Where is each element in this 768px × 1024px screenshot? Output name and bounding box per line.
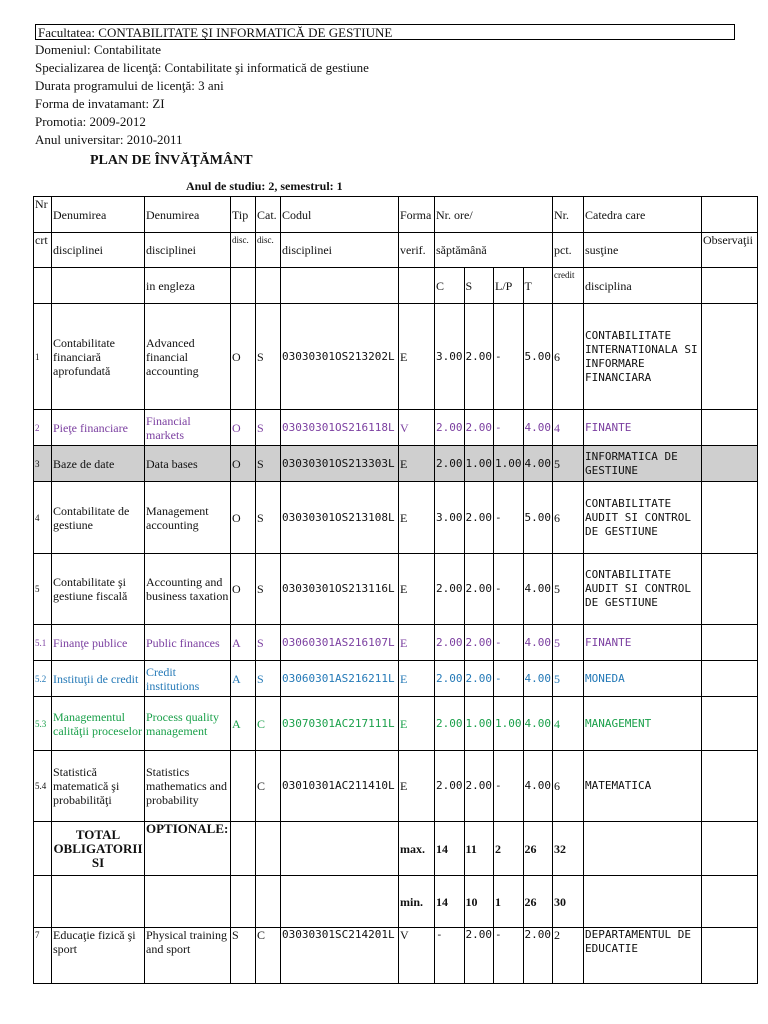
- verification-form: V: [399, 928, 435, 984]
- faculty-header: Facultatea: CONTABILITATE ŞI INFORMATICĂ DE GESTIUNE: [35, 24, 735, 40]
- header-row-3: [34, 268, 758, 304]
- header-cell: [702, 268, 758, 304]
- verification-form: E: [399, 661, 435, 697]
- discipline-name: Educaţie fizică şi sport: [52, 928, 145, 984]
- discipline-type: A: [231, 697, 256, 751]
- discipline-name: Instituţii de credit: [52, 661, 145, 697]
- observations: [702, 697, 758, 751]
- discipline-name: Statistică matematică şi probabilităţi: [52, 751, 145, 822]
- header-cell: S: [464, 268, 494, 304]
- header-cell: Codul: [281, 197, 399, 233]
- header-cell: Catedra care: [584, 197, 702, 233]
- header-cell: in engleza: [145, 268, 231, 304]
- discipline-category: S: [256, 625, 281, 661]
- department: FINANTE: [584, 625, 702, 661]
- discipline-code: 03010301AC211410L: [281, 751, 399, 822]
- discipline-code: 03030301OS213108L: [281, 482, 399, 554]
- hours-s: 1.00: [464, 697, 494, 751]
- verification-form: min.: [399, 876, 435, 928]
- hours-s: 2.00: [464, 661, 494, 697]
- hours-c: 2.00: [435, 410, 465, 446]
- observations: [702, 446, 758, 482]
- hours-lp: -: [494, 751, 524, 822]
- header-cell: Observaţii: [702, 233, 758, 268]
- discipline-category: S: [256, 446, 281, 482]
- hours-c: 2.00: [435, 751, 465, 822]
- department: MATEMATICA: [584, 751, 702, 822]
- study-year-title: Anul de studiu: 2, semestrul: 1: [186, 179, 343, 193]
- hours-total: 4.00: [523, 751, 553, 822]
- discipline-name-en: Accounting and business taxation: [145, 554, 231, 625]
- hours-total: 4.00: [523, 446, 553, 482]
- header-cell: disc.: [231, 233, 256, 268]
- credit-points: 5: [553, 446, 584, 482]
- header-cell: Nr: [34, 197, 52, 233]
- header-cell: disciplina: [584, 268, 702, 304]
- hours-total: 5.00: [523, 304, 553, 410]
- discipline-category: S: [256, 410, 281, 446]
- header-cell: [52, 268, 145, 304]
- discipline-type: O: [231, 446, 256, 482]
- discipline-code: 03070301AC217111L: [281, 697, 399, 751]
- promotion-line: Promotia: 2009-2012: [35, 114, 146, 129]
- discipline-type: O: [231, 482, 256, 554]
- discipline-code: [281, 876, 399, 928]
- credit-points: 5: [553, 625, 584, 661]
- hours-c: -: [435, 928, 465, 984]
- discipline-name: Contabilitate de gestiune: [52, 482, 145, 554]
- discipline-code: 03060301AS216107L: [281, 625, 399, 661]
- discipline-category: [256, 876, 281, 928]
- credit-points: 6: [553, 751, 584, 822]
- observations: [702, 410, 758, 446]
- department: CONTABILITATE AUDIT SI CONTROL DE GESTIUNE: [584, 554, 702, 625]
- header-cell: [281, 268, 399, 304]
- curriculum-table: [33, 196, 758, 984]
- discipline-code: 03060301AS216211L: [281, 661, 399, 697]
- credit-points: 6: [553, 304, 584, 410]
- discipline-category: S: [256, 554, 281, 625]
- table-row: [34, 697, 758, 751]
- discipline-name: Finanţe publice: [52, 625, 145, 661]
- discipline-name: Pieţe financiare: [52, 410, 145, 446]
- header-cell: Cat.: [256, 197, 281, 233]
- hours-lp: -: [494, 661, 524, 697]
- header-cell: C: [435, 268, 465, 304]
- hours-lp: 2: [494, 822, 524, 876]
- header-cell: credit: [553, 268, 584, 304]
- discipline-code: 03030301OS213116L: [281, 554, 399, 625]
- table-row: [34, 446, 758, 482]
- header-row-2: [34, 233, 758, 268]
- hours-c: 2.00: [435, 661, 465, 697]
- discipline-category: S: [256, 482, 281, 554]
- observations: [702, 661, 758, 697]
- header-cell: săptămână: [435, 233, 553, 268]
- header-cell: Forma: [399, 197, 435, 233]
- hours-total: 4.00: [523, 697, 553, 751]
- header-cell: crt: [34, 233, 52, 268]
- hours-c: 3.00: [435, 482, 465, 554]
- hours-c: 2.00: [435, 625, 465, 661]
- discipline-category: C: [256, 928, 281, 984]
- verification-form: E: [399, 304, 435, 410]
- hours-s: 2.00: [464, 928, 494, 984]
- header-cell: Denumirea: [52, 197, 145, 233]
- totals-max-row: [34, 822, 758, 876]
- discipline-code: 03030301OS213202L: [281, 304, 399, 410]
- discipline-type: A: [231, 625, 256, 661]
- totals-label-en: [145, 876, 231, 928]
- header-cell: Nr.: [553, 197, 584, 233]
- department: MONEDA: [584, 661, 702, 697]
- totals-label-en: OPTIONALE:: [145, 822, 231, 876]
- credit-points: 5: [553, 661, 584, 697]
- duration-line: Durata programului de licenţă: 3 ani: [35, 78, 224, 93]
- row-number: 5.3: [34, 697, 52, 751]
- credit-points: 5: [553, 554, 584, 625]
- hours-c: 14: [435, 876, 465, 928]
- header-cell: susţine: [584, 233, 702, 268]
- hours-c: 2.00: [435, 554, 465, 625]
- header-row-1: [34, 197, 758, 233]
- row-number: 5.2: [34, 661, 52, 697]
- hours-total: 26: [523, 876, 553, 928]
- row-number: 4: [34, 482, 52, 554]
- discipline-category: C: [256, 697, 281, 751]
- hours-s: 10: [464, 876, 494, 928]
- header-cell: pct.: [553, 233, 584, 268]
- row-number: 5: [34, 554, 52, 625]
- hours-total: 4.00: [523, 661, 553, 697]
- header-cell: Tip: [231, 197, 256, 233]
- observations: [702, 822, 758, 876]
- table-row: [34, 751, 758, 822]
- header-cell: disciplinei: [281, 233, 399, 268]
- verification-form: max.: [399, 822, 435, 876]
- hours-c: 14: [435, 822, 465, 876]
- hours-total: 26: [523, 822, 553, 876]
- discipline-category: [256, 822, 281, 876]
- header-cell: [231, 268, 256, 304]
- specialization-line: Specializarea de licenţă: Contabilitate şi informatică de gestiune: [35, 60, 369, 75]
- department: FINANTE: [584, 410, 702, 446]
- hours-total: 5.00: [523, 482, 553, 554]
- department: DEPARTAMENTUL DE EDUCATIE: [584, 928, 702, 984]
- hours-total: 4.00: [523, 410, 553, 446]
- header-cell: [34, 268, 52, 304]
- observations: [702, 482, 758, 554]
- hours-s: 2.00: [464, 751, 494, 822]
- discipline-type: O: [231, 304, 256, 410]
- verification-form: E: [399, 697, 435, 751]
- observations: [702, 751, 758, 822]
- discipline-name-en: Public finances: [145, 625, 231, 661]
- hours-c: 2.00: [435, 697, 465, 751]
- discipline-category: S: [256, 304, 281, 410]
- verification-form: E: [399, 751, 435, 822]
- observations: [702, 304, 758, 410]
- row-number: 3: [34, 446, 52, 482]
- discipline-name-en: Physical training and sport: [145, 928, 231, 984]
- discipline-name: Baze de date: [52, 446, 145, 482]
- row-number: 7: [34, 928, 52, 984]
- table-row: [34, 410, 758, 446]
- table-row: [34, 554, 758, 625]
- row-number: 1: [34, 304, 52, 410]
- row-number: 5.1: [34, 625, 52, 661]
- hours-s: 2.00: [464, 554, 494, 625]
- row-number: [34, 822, 52, 876]
- hours-s: 2.00: [464, 410, 494, 446]
- discipline-type: [231, 751, 256, 822]
- discipline-code: 03030301OS216118L: [281, 410, 399, 446]
- discipline-name-en: Management accounting: [145, 482, 231, 554]
- verification-form: E: [399, 446, 435, 482]
- credit-points: 30: [553, 876, 584, 928]
- hours-lp: -: [494, 625, 524, 661]
- discipline-name-en: Statistics mathematics and probability: [145, 751, 231, 822]
- observations: [702, 554, 758, 625]
- row-number: 5.4: [34, 751, 52, 822]
- hours-s: 1.00: [464, 446, 494, 482]
- verification-form: E: [399, 625, 435, 661]
- observations: [702, 928, 758, 984]
- hours-c: 2.00: [435, 446, 465, 482]
- form-line: Forma de invatamant: ZI: [35, 96, 165, 111]
- totals-label: TOTAL OBLIGATORII SI: [52, 822, 145, 876]
- hours-lp: 1.00: [494, 446, 524, 482]
- row-number: [34, 876, 52, 928]
- header-cell: disciplinei: [52, 233, 145, 268]
- credit-points: 4: [553, 697, 584, 751]
- discipline-type: [231, 876, 256, 928]
- department: CONTABILITATE INTERNATIONALA SI INFORMARE FINANCIARA: [584, 304, 702, 410]
- discipline-code: [281, 822, 399, 876]
- header-cell: T: [523, 268, 553, 304]
- discipline-name-en: Advanced financial accounting: [145, 304, 231, 410]
- observations: [702, 625, 758, 661]
- header-cell: [256, 268, 281, 304]
- hours-lp: 1.00: [494, 697, 524, 751]
- hours-c: 3.00: [435, 304, 465, 410]
- hours-total: 2.00: [523, 928, 553, 984]
- hours-lp: 1: [494, 876, 524, 928]
- table-row: [34, 661, 758, 697]
- discipline-name: Managementul calităţii proceselor: [52, 697, 145, 751]
- header-cell: [702, 197, 758, 233]
- hours-total: 4.00: [523, 554, 553, 625]
- credit-points: 6: [553, 482, 584, 554]
- discipline-name-en: Financial markets: [145, 410, 231, 446]
- table-row: [34, 482, 758, 554]
- hours-total: 4.00: [523, 625, 553, 661]
- discipline-code: 03030301OS213303L: [281, 446, 399, 482]
- verification-form: E: [399, 554, 435, 625]
- hours-lp: -: [494, 482, 524, 554]
- department: MANAGEMENT: [584, 697, 702, 751]
- hours-s: 2.00: [464, 304, 494, 410]
- discipline-code: 03030301SC214201L: [281, 928, 399, 984]
- hours-s: 2.00: [464, 625, 494, 661]
- header-cell: verif.: [399, 233, 435, 268]
- discipline-type: S: [231, 928, 256, 984]
- header-cell: Denumirea: [145, 197, 231, 233]
- hours-s: 2.00: [464, 482, 494, 554]
- table-row: [34, 928, 758, 984]
- table-row: [34, 304, 758, 410]
- department: INFORMATICA DE GESTIUNE: [584, 446, 702, 482]
- discipline-name-en: Credit institutions: [145, 661, 231, 697]
- discipline-type: O: [231, 554, 256, 625]
- discipline-name: Contabilitate financiară aprofundată: [52, 304, 145, 410]
- domain-line: Domeniul: Contabilitate: [35, 42, 162, 57]
- hours-lp: -: [494, 554, 524, 625]
- academic-year-line: Anul universitar: 2010-2011: [35, 132, 183, 147]
- discipline-name-en: Data bases: [145, 446, 231, 482]
- header-cell: [399, 268, 435, 304]
- verification-form: E: [399, 482, 435, 554]
- discipline-type: O: [231, 410, 256, 446]
- discipline-name: Contabilitate şi gestiune fiscală: [52, 554, 145, 625]
- row-number: 2: [34, 410, 52, 446]
- hours-lp: -: [494, 304, 524, 410]
- totals-min-row: [34, 876, 758, 928]
- credit-points: 4: [553, 410, 584, 446]
- observations: [702, 876, 758, 928]
- department: [584, 876, 702, 928]
- discipline-category: C: [256, 751, 281, 822]
- header-cell: disc.: [256, 233, 281, 268]
- discipline-type: A: [231, 661, 256, 697]
- header-cell: L/P: [494, 268, 524, 304]
- credit-points: 2: [553, 928, 584, 984]
- plan-title: PLAN DE ÎNVĂŢĂMÂNT: [90, 153, 253, 168]
- discipline-category: S: [256, 661, 281, 697]
- header-cell: Nr. ore/: [435, 197, 553, 233]
- discipline-type: [231, 822, 256, 876]
- header-cell: disciplinei: [145, 233, 231, 268]
- hours-lp: -: [494, 928, 524, 984]
- verification-form: V: [399, 410, 435, 446]
- department: CONTABILITATE AUDIT SI CONTROL DE GESTIUNE: [584, 482, 702, 554]
- hours-s: 11: [464, 822, 494, 876]
- discipline-name-en: Process quality management: [145, 697, 231, 751]
- credit-points: 32: [553, 822, 584, 876]
- table-row: [34, 625, 758, 661]
- department: [584, 822, 702, 876]
- hours-lp: -: [494, 410, 524, 446]
- totals-label: [52, 876, 145, 928]
